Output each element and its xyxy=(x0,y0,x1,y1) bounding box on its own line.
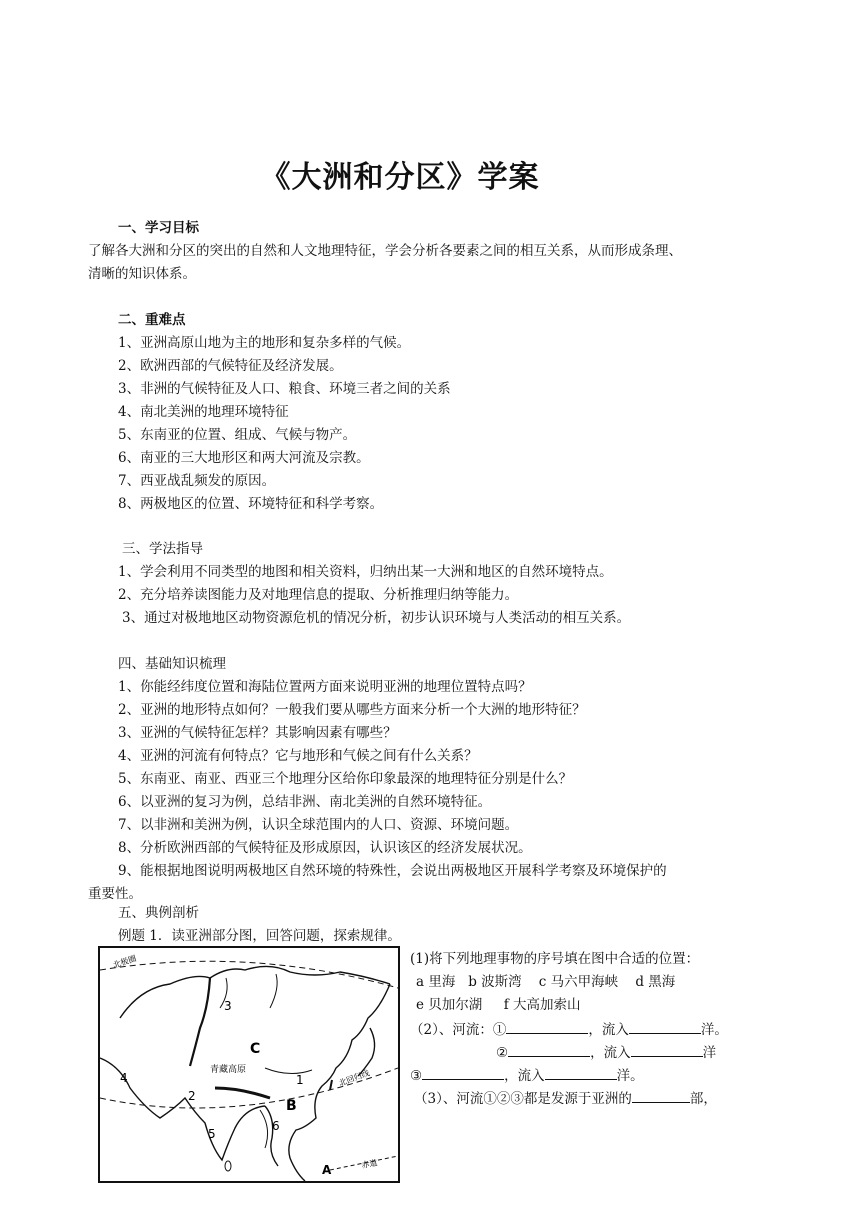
method-item: 2、充分培养读图能力及对地理信息的提取、分析推理归纳等能力。 xyxy=(118,587,519,603)
flow-into-text: ，流入 xyxy=(504,1068,545,1084)
answer-blank-river-3[interactable] xyxy=(422,1065,504,1080)
question-3-suffix: 部， xyxy=(689,1091,717,1107)
basics-item: 5、东南亚、南亚、西亚三个地理分区给你印象最深的地理特征分别是什么？ xyxy=(118,771,573,787)
answer-blank-river-1[interactable] xyxy=(506,1019,588,1034)
method-item: 1、学会利用不同类型的地图和相关资料，归纳出某一大洲和地区的自然环境特点。 xyxy=(118,564,613,580)
basics-item: 3、亚洲的气候特征怎样？其影响因素有哪些？ xyxy=(118,725,397,741)
question-1: (1)将下列地理事物的序号填在图中合适的位置： xyxy=(410,951,700,967)
basics-item: 6、以亚洲的复习为例，总结非洲、南北美洲的自然环境特征。 xyxy=(118,794,492,810)
label-river-1: 1 xyxy=(296,1073,304,1087)
key-point-item: 7、西亚战乱频发的原因。 xyxy=(118,473,276,489)
objectives-text-line-2: 清晰的知识体系。 xyxy=(88,266,196,282)
taiwan-island xyxy=(330,1080,332,1090)
river-2-marker: ② xyxy=(496,1045,509,1061)
label-plateau: 青藏高原 xyxy=(210,1065,247,1075)
key-point-item: 8、两极地区的位置、环境特征和科学考察。 xyxy=(118,496,384,512)
answer-blank-river-2[interactable] xyxy=(508,1042,590,1057)
northern-coastline xyxy=(120,966,390,1018)
himalaya-range xyxy=(215,1088,270,1098)
basics-item: 4、亚洲的河流有何特点？它与地形和气候之间有什么关系？ xyxy=(118,748,478,764)
ocean-text: 洋 xyxy=(702,1045,717,1061)
basics-item-9-line-1: 9、能根据地图说明两极地区自然环境的特殊性，会说出两极地区开展科学考察及环境保护的 xyxy=(118,863,667,879)
label-6: 6 xyxy=(272,1119,280,1133)
key-point-item: 5、东南亚的位置、组成、气候与物产。 xyxy=(118,427,357,443)
question-2-line-3 xyxy=(410,1065,644,1085)
key-point-item: 4、南北美洲的地理环境特征 xyxy=(118,404,289,420)
river-1 xyxy=(265,1068,312,1074)
question-1-options-line-1: a 里海 b 波斯湾 c 马六甲海峡 d 黑海 xyxy=(416,974,676,990)
section-heading-key-points: 二、重难点 xyxy=(118,312,186,328)
section-heading-objectives: 一、学习目标 xyxy=(118,220,199,236)
section-heading-basics: 四、基础知识梳理 xyxy=(118,656,226,672)
ural-boundary xyxy=(190,978,210,1066)
basics-item-9-line-2: 重要性。 xyxy=(88,886,142,902)
label-equator: 赤道 xyxy=(360,1158,379,1170)
example-1-intro: 例题 1．读亚洲部分图，回答问题，探索规律。 xyxy=(118,928,401,944)
indochina-coast xyxy=(265,1106,278,1166)
basics-item: 2、亚洲的地形特点如何？一般我们要从哪些方面来分析一个大洲的地形特征？ xyxy=(118,702,586,718)
answer-blank-ocean-1[interactable] xyxy=(629,1019,701,1034)
question-3 xyxy=(414,1088,717,1108)
method-item: 3、通过对极地地区动物资源危机的情况分析，初步认识环境与人类活动的相互关系。 xyxy=(122,610,631,626)
label-river-2: 2 xyxy=(188,1089,196,1103)
label-arctic-circle: 北极圈 xyxy=(111,953,138,970)
question-1-options-line-2: e 贝加尔湖 f 大高加索山 xyxy=(416,997,581,1013)
key-point-item: 1、亚洲高原山地为主的地形和复杂多样的气候。 xyxy=(118,335,411,351)
label-4: 4 xyxy=(120,1071,128,1085)
answer-blank-ocean-3[interactable] xyxy=(545,1065,617,1080)
flow-into-text: ，流入 xyxy=(590,1045,631,1061)
answer-blank-source[interactable] xyxy=(632,1088,690,1103)
river-6 xyxy=(260,1110,268,1148)
label-tropic: 北回归线 xyxy=(337,1068,371,1088)
question-3-prefix: （3）、河流①②③都是发源于亚洲的 xyxy=(414,1091,632,1107)
question-2-line-1 xyxy=(410,1019,728,1039)
basics-item: 1、你能经纬度位置和海陆位置两方面来说明亚洲的地理位置特点吗？ xyxy=(118,679,532,695)
answer-blank-ocean-2[interactable] xyxy=(631,1042,703,1057)
label-C: C xyxy=(250,1041,261,1057)
key-point-item: 3、非洲的气候特征及人口、粮食、环境三者之间的关系 xyxy=(118,381,451,397)
label-A: A xyxy=(322,1163,332,1177)
objectives-text-line-1: 了解各大洲和分区的突出的自然和人文地理特征，学会分析各要素之间的相互关系，从而形成条理、 xyxy=(88,243,682,259)
question-2-prefix: （2）、河流：① xyxy=(410,1022,507,1038)
label-river-3: 3 xyxy=(224,999,232,1013)
basics-item: 8、分析欧洲西部的气候特征及形成原因，认识该区的经济发展状况。 xyxy=(118,840,532,856)
basics-item: 7、以非洲和美洲为例，认识全球范围内的人口、资源、环境问题。 xyxy=(118,817,519,833)
key-point-item: 6、南亚的三大地形区和两大河流及宗教。 xyxy=(118,450,370,466)
question-2-line-2 xyxy=(496,1042,716,1062)
key-point-item: 2、欧洲西部的气候特征及经济发展。 xyxy=(118,358,343,374)
sri-lanka xyxy=(225,1161,231,1171)
ocean-text: 洋。 xyxy=(700,1022,728,1038)
asia-map-svg xyxy=(100,948,398,1181)
north-river xyxy=(270,974,277,1008)
page-title: 《大洲和分区》学案 xyxy=(260,160,540,195)
section-heading-examples: 五、典例剖析 xyxy=(118,905,199,921)
river-3-marker: ③ xyxy=(410,1068,423,1084)
section-heading-methods: 三、学法指导 xyxy=(122,541,203,557)
label-5: 5 xyxy=(208,1127,216,1141)
flow-into-text: ，流入 xyxy=(588,1022,629,1038)
label-B: B xyxy=(286,1098,297,1114)
ocean-text: 洋。 xyxy=(616,1068,644,1084)
asia-map xyxy=(98,946,400,1183)
